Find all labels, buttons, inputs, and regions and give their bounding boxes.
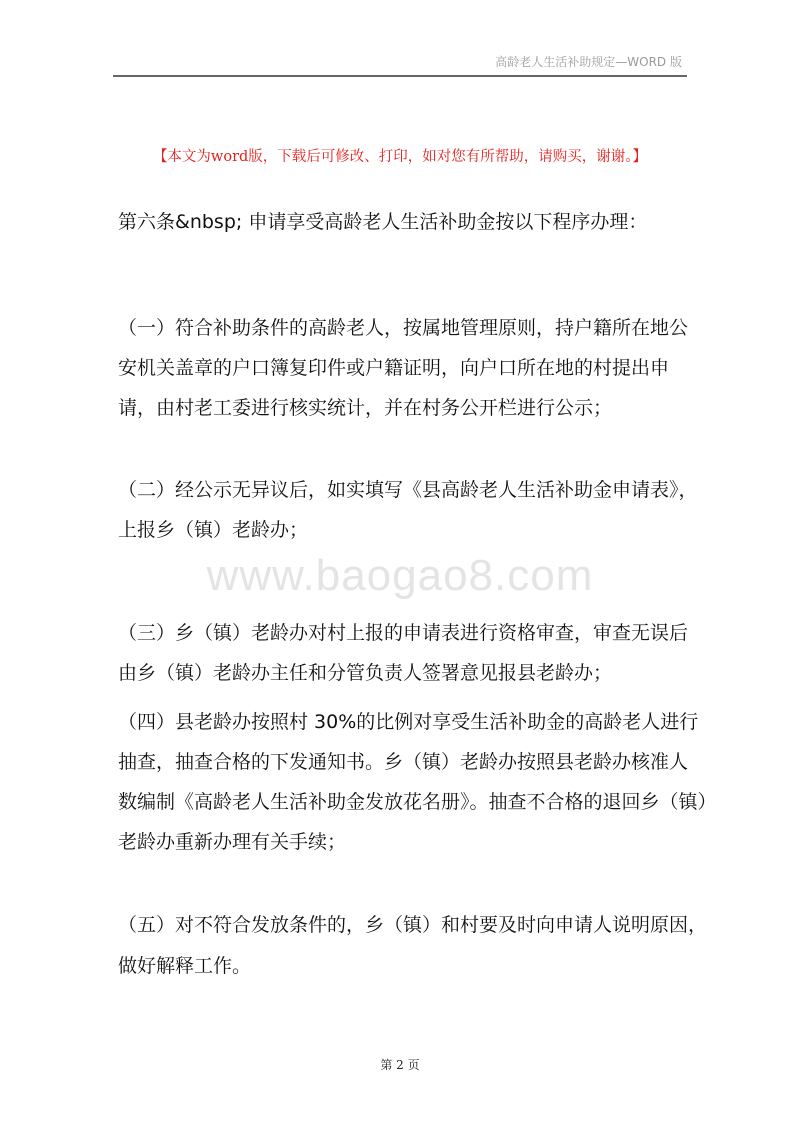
paragraph-line: （五）对不符合发放条件的，乡（镇）和村要及时向申请人说明原因， <box>118 914 708 936</box>
paragraph-line: 老龄办重新办理有关手续； <box>118 831 347 853</box>
paragraph-line: 请，由村老工委进行核实统计，并在村务公开栏进行公示； <box>118 397 613 419</box>
header-divider <box>113 75 687 77</box>
paragraph-line: （二）经公示无异议后，如实填写《县高龄老人生活补助金申请表》， <box>118 479 698 501</box>
paragraph-line: 由乡（镇）老龄办主任和分管负责人签署意见报县老龄办； <box>118 662 613 684</box>
page-number: 第 2 页 <box>380 1058 420 1072</box>
paragraph-line: （四）县老龄办按照村 30%的比例对享受生活补助金的高龄老人进行 <box>118 711 699 733</box>
paragraph-line: 数编制《高龄老人生活补助金发放花名册》。抽查不合格的退回乡（镇） <box>118 791 717 813</box>
paragraph-line: （三）乡（镇）老龄办对村上报的申请表进行资格审查，审查无误后 <box>118 622 689 644</box>
article-heading: 第六条&nbsp; 申请享受高龄老人生活补助金按以下程序办理： <box>118 211 648 233</box>
paragraph-line: （一）符合补助条件的高龄老人，按属地管理原则，持户籍所在地公 <box>118 317 689 339</box>
paragraph-line: 做好解释工作。 <box>118 955 252 977</box>
running-header-title: 高龄老人生活补助规定—WORD 版 <box>495 55 682 69</box>
paragraph-line: 安机关盖章的户口簿复印件或户籍证明，向户口所在地的村提出申 <box>118 357 670 379</box>
paragraph-line: 抽查，抽查合格的下发通知书。乡（镇）老龄办按照县老龄办核准人 <box>118 751 689 773</box>
watermark: www.baogao8.com <box>206 551 594 600</box>
paragraph-line: 上报乡（镇）老龄办； <box>118 519 309 541</box>
purchase-notice: 【本文为word版，下载后可修改、打印，如对您有所帮助，请购买，谢谢。】 <box>152 149 648 165</box>
